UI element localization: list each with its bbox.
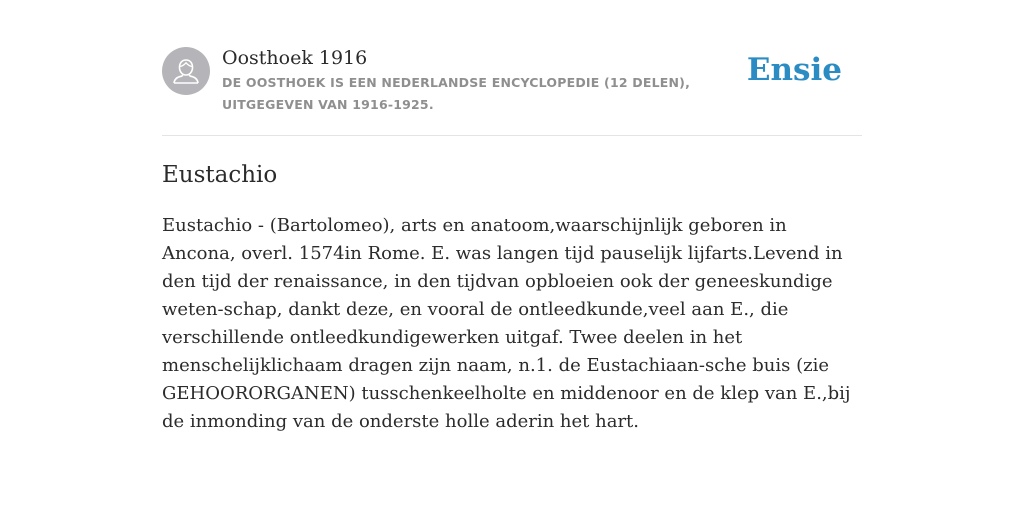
source-header	[162, 46, 862, 136]
entry-title: Eustachio	[162, 162, 278, 188]
ensie-logo[interactable]: Ensie	[746, 52, 842, 88]
entry-body: Eustachio - (Bartolomeo), arts en anatoom,waarschijnlijk geboren in Ancona, overl. 1574in Rome. E. was langen tijd pauselijk lijfarts.Levend in den tijd der renaissance, in den tijdvan opbloeien ook der geneeskundige weten-schap, dankt deze, en vooral de ontleedkunde,veel aan E., die verschillende ontleedkundigewerken uitgaf. Twee deelen in het menschelijklichaam dragen zijn naam, n.1. de Eustachiaan-sche buis (zie GEHOORORGANEN) tusschenkeelholte en middenoor en de klep van E.,bij de inmonding van de onderste holle aderin het hart.	[162, 215, 851, 432]
user-icon	[162, 47, 210, 95]
source-title[interactable]: Oosthoek 1916	[222, 47, 368, 69]
source-description: DE OOSTHOEK IS EEN NEDERLANDSE ENCYCLOPEDIE (12 DELEN), UITGEGEVEN VAN 1916-1925.	[222, 75, 691, 112]
source-avatar[interactable]	[162, 47, 210, 95]
